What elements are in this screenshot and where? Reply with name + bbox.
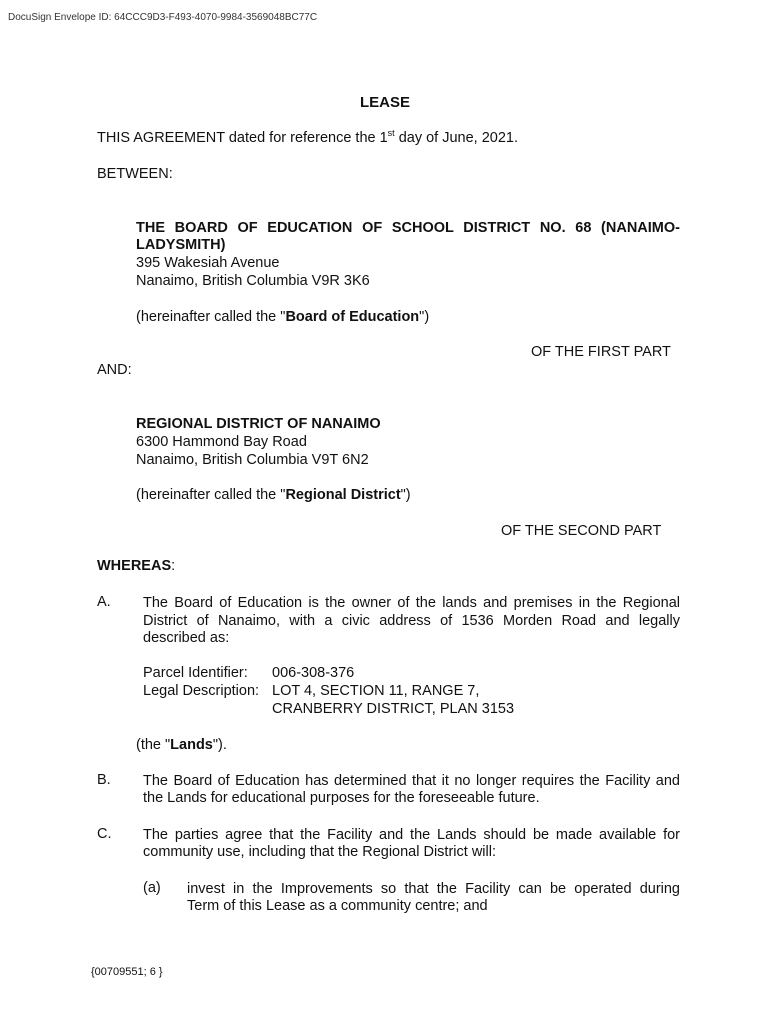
party2-part-label: OF THE SECOND PART: [501, 523, 662, 539]
recital-b-line1: The Board of Education has determined that it no longer requires the Facility and: [143, 773, 680, 789]
and-label: AND:: [97, 362, 132, 378]
docusign-envelope-id: DocuSign Envelope ID: 64CCC9D3-F493-4070-9984-3569048BC77C: [8, 12, 318, 23]
party1-defined-term: (hereinafter called the "Board of Education"): [136, 309, 430, 325]
party1-address1: 395 Wakesiah Avenue: [136, 255, 280, 271]
recital-a-marker: A.: [97, 594, 111, 610]
recital-b-line2: the Lands for educational purposes for the foreseeable future.: [143, 790, 540, 806]
recital-a-line2: District of Nanaimo, with a civic address of 1536 Morden Road and legally: [143, 613, 680, 629]
party2-name: REGIONAL DISTRICT OF NANAIMO: [136, 416, 381, 432]
recital-c-sub-a-line1: invest in the Improvements so that the Facility can be operated during: [187, 881, 680, 897]
party2-defined-term: (hereinafter called the "Regional District"): [136, 487, 411, 503]
legal-description-value1: LOT 4, SECTION 11, RANGE 7,: [272, 683, 480, 699]
party1-part-label: OF THE FIRST PART: [531, 344, 671, 360]
document-title: LEASE: [359, 94, 410, 111]
recital-a-line1: The Board of Education is the owner of the lands and premises in the Regional: [143, 595, 680, 611]
legal-description-label: Legal Description:: [143, 683, 260, 699]
recital-c-sub-a-line2: Term of this Lease as a community centre; and: [187, 898, 488, 914]
recital-b-marker: B.: [97, 772, 111, 788]
recital-c-marker: C.: [97, 826, 112, 842]
recital-c-line1: The parties agree that the Facility and the Lands should be made available for: [143, 827, 680, 843]
whereas-heading: WHEREAS:: [97, 558, 176, 574]
between-label: BETWEEN:: [97, 166, 173, 182]
recital-c-sub-a-marker: (a): [143, 880, 161, 896]
document-footer-id: {00709551; 6 }: [91, 966, 163, 978]
recital-a-line3: described as:: [143, 630, 230, 646]
parcel-identifier-label: Parcel Identifier:: [143, 665, 248, 681]
agreement-line: THIS AGREEMENT dated for reference the 1st day of June, 2021.: [97, 128, 519, 146]
recital-c-line2: community use, including that the Regional District will:: [143, 844, 496, 860]
party1-name-line2: LADYSMITH): [136, 237, 226, 253]
legal-description-value2: CRANBERRY DISTRICT, PLAN 3153: [272, 701, 515, 717]
parcel-identifier-value: 006-308-376: [272, 665, 355, 681]
lands-defined-term: (the "Lands").: [136, 737, 227, 753]
party1-address2: Nanaimo, British Columbia V9R 3K6: [136, 273, 370, 289]
party2-address1: 6300 Hammond Bay Road: [136, 434, 307, 450]
party2-address2: Nanaimo, British Columbia V9T 6N2: [136, 452, 369, 468]
party1-name-line1: THE BOARD OF EDUCATION OF SCHOOL DISTRICT NO. 68 (NANAIMO-: [136, 220, 680, 236]
